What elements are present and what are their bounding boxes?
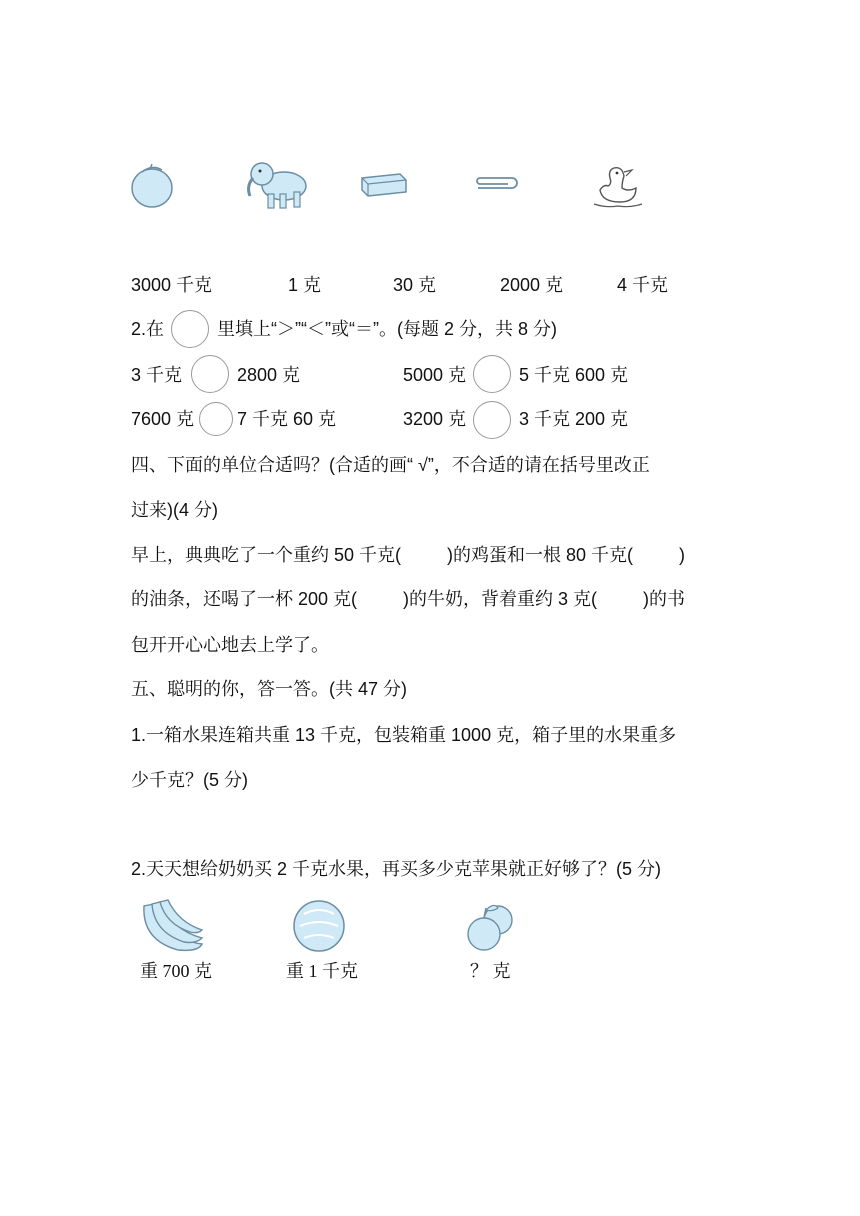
text-segment: )的鸡蛋和一根 80 千克( [447,545,634,565]
compare-right: 7 千克 60 克 [237,409,337,429]
fruit-weight-label: ？ 克 [470,961,511,981]
answer-circle-example [171,310,209,348]
question-text-cont: 少千克？(5 分) [131,770,248,790]
eraser-icon [358,168,410,198]
text-segment: ) [679,545,686,565]
section-title: 五、聪明的你，答一答。(共 47 分) [131,679,408,699]
compare-right: 3 千克 200 克 [519,409,629,429]
weight-option: 2000 克 [500,275,564,295]
bananas-icon [138,896,208,956]
weight-option: 4 千克 [617,275,669,295]
elephant-icon [240,156,316,212]
answer-circle[interactable] [199,402,233,436]
weight-option: 3000 千克 [131,275,213,295]
paragraph-line [131,546,685,564]
question-label: 2.在 [131,319,165,339]
fruit-weight-label: 重 1 千克 [286,961,358,981]
duck-icon [592,158,644,210]
question-text: 2.天天想给奶奶买 2 千克水果，再买多少克苹果就正好够了？(5 分) [131,859,662,879]
section-title-cont: 过来)(4 分) [131,500,218,520]
compare-left: 5000 克 [403,365,467,385]
paragraph-line [131,590,685,608]
compare-left: 3200 克 [403,409,467,429]
compare-right: 5 千克 600 克 [519,365,629,385]
question-text: 1.一箱水果连箱共重 13 千克，包装箱重 1000 克，箱子里的水果重多 [131,725,677,745]
compare-left: 3 千克 [131,365,183,385]
watermelon-icon [128,160,176,210]
answer-circle[interactable] [473,355,511,393]
text-segment: )的书 [643,589,686,609]
weight-option: 1 克 [288,275,322,295]
compare-left: 7600 克 [131,409,195,429]
section-title: 四、下面的单位合适吗？(合适的画“ √”，不合适的请在括号里改正 [131,455,650,475]
text-segment: 的油条，还喝了一杯 200 克( [131,589,358,609]
question-instruction: 里填上“＞”“＜”或“＝”。(每题 2 分，共 8 分) [217,319,557,339]
fruit-weight-label: 重 700 克 [140,961,212,981]
answer-circle[interactable] [191,355,229,393]
paperclip-icon [470,174,520,194]
weight-option: 30 克 [393,275,437,295]
text-segment: 早上，典典吃了一个重约 50 千克( [131,545,402,565]
melon-icon [290,896,348,954]
apples-icon [462,896,518,954]
answer-circle[interactable] [473,401,511,439]
compare-right: 2800 克 [237,365,301,385]
text-segment: )的牛奶，背着重约 3 克( [403,589,598,609]
paragraph-line: 包开开心心地去上学了。 [131,635,329,655]
